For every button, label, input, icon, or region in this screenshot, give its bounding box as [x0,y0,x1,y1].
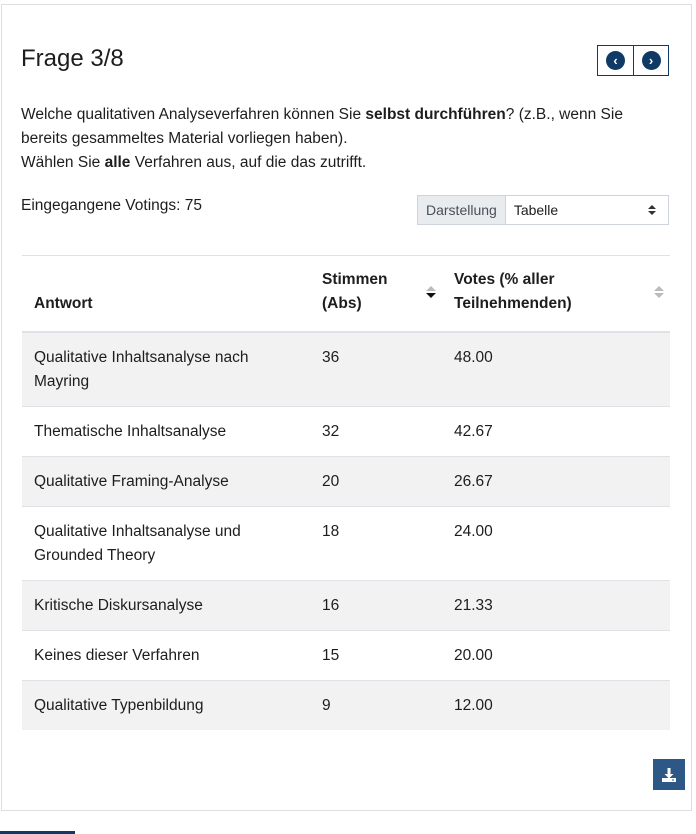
votes-abs-cell: 20 [310,457,442,507]
previous-question-button[interactable] [598,46,633,75]
table-row [22,332,670,407]
votes-abs-cell: 36 [310,332,442,407]
table-row [22,457,670,507]
votes-percent-cell: 24.00 [442,507,670,581]
display-select-value[interactable] [506,196,668,224]
column-header-label: Antwort [34,295,93,312]
votes-percent-cell: 26.67 [442,457,670,507]
column-header-votes-abs[interactable] [310,256,442,333]
question-text-part: ? (z.B., wenn Sie bereits gesammeltes Material vorliegen haben). [21,106,623,147]
sort-desc-icon [426,286,436,298]
answer-cell: Qualitative Framing-Analyse [22,457,310,507]
column-header-votes-percent[interactable] [442,256,670,333]
votes-percent-cell: 12.00 [442,681,670,731]
answer-cell: Qualitative Inhaltsanalyse und Grounded Theory [22,507,310,581]
display-selected-option: Tabelle [513,202,559,218]
download-icon [661,767,677,783]
results-table [22,255,670,730]
question-text [21,103,661,175]
answer-cell: Qualitative Inhaltsanalyse nach Mayring [22,332,310,407]
next-question-button[interactable] [633,46,668,75]
question-text-part: Welche qualitativen Analyseverfahren können Sie [21,106,366,123]
select-arrows-icon [648,205,656,215]
votes-percent-cell: 20.00 [442,631,670,681]
table-row [22,407,670,457]
votes-abs-cell: 18 [310,507,442,581]
answer-cell: Keines dieser Verfahren [22,631,310,681]
download-button[interactable] [653,759,685,790]
sort-icon [654,286,664,298]
votes-percent-cell: 42.67 [442,407,670,457]
chevron-left-icon: ‹ [606,51,625,70]
answer-cell: Thematische Inhaltsanalyse [22,407,310,457]
votes-abs-cell: 32 [310,407,442,457]
votes-percent-cell: 21.33 [442,581,670,631]
display-select-label: Darstellung [418,196,506,224]
answer-cell: Qualitative Typenbildung [22,681,310,731]
votes-count: Eingegangene Votings: 75 [21,197,202,214]
votes-abs-cell: 16 [310,581,442,631]
table-row [22,631,670,681]
display-select[interactable] [417,195,669,225]
column-header-label: Stimmen (Abs) [322,271,388,312]
votes-percent-cell: 48.00 [442,332,670,407]
question-navigation [597,45,669,76]
votes-abs-cell: 15 [310,631,442,681]
column-header-label: Votes (% aller Teilnehmenden) [454,271,572,312]
instruction-text-part: Verfahren aus, auf die das zutrifft. [130,154,367,171]
table-row [22,681,670,731]
instruction-emphasis: alle [104,154,131,171]
votes-abs-cell: 9 [310,681,442,731]
question-emphasis: selbst durchführen [365,106,506,123]
answer-cell: Kritische Diskursanalyse [22,581,310,631]
instruction-text-part: Wählen Sie [21,154,105,171]
chevron-right-icon: › [642,51,661,70]
table-row [22,581,670,631]
column-header-answer[interactable] [22,256,310,333]
page-title: Frage 3/8 [21,45,124,72]
table-row [22,507,670,581]
